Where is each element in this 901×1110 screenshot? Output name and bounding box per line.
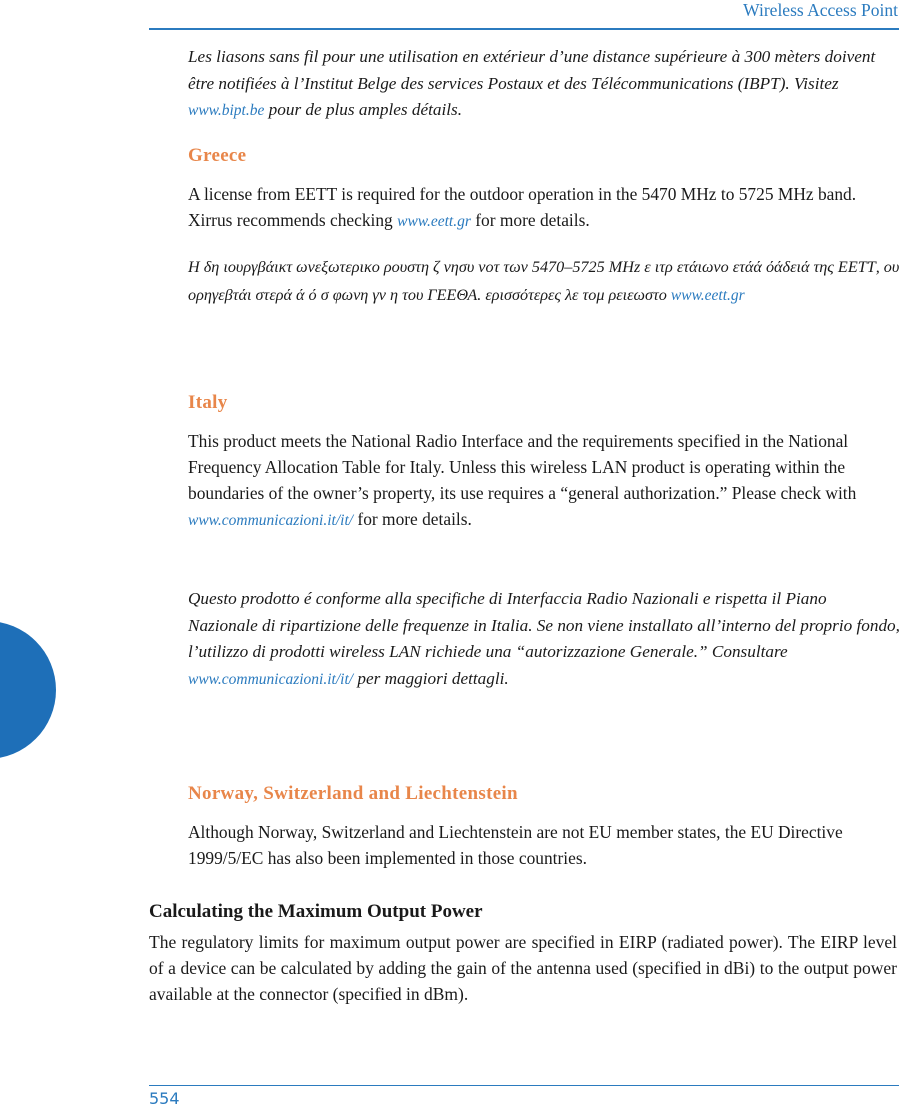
greece-greek-text: Η δη ιουργβάικτ ωνεξωτερικο ρουστη ζ νησυ νοτ των 5470–5725 MHz ε ιτρ ετάιωνο ετάά όάδειά της ΕΕΤΤ, ου ορηγεβτάι στερά ά ό σ φωνη γν η του ΓΕΕΘΑ. ερισσότερες λε τομ ρειεωστο <box>188 258 900 304</box>
italy-english-text-1: This product meets the National Radio Interface and the requirements specified in the National Frequency Allocation Table for Italy. Unless this wireless LAN product is operating within the boundaries of the owner’s property, its use requires a “general authorization.” Please check with <box>188 431 857 503</box>
eett-link-greek[interactable]: www.eett.gr <box>670 287 745 304</box>
italy-italian-text-2: per maggiori dettagli. <box>353 668 509 688</box>
italy-heading: Italy <box>188 392 228 413</box>
header-rule <box>149 28 899 30</box>
greece-english-paragraph <box>188 181 900 235</box>
page-number: 554 <box>149 1089 180 1108</box>
communicazioni-link[interactable]: www.communicazioni.it/it/ <box>188 512 354 529</box>
belgium-french-text-1: Les liasons sans fil pour une utilisation en extérieur d’une distance supérieure à 300 mèters doivent être notifiées à l’Institut Belge des services Postaux et des Télécommunications (IBPT). Visitez <box>188 47 876 93</box>
italy-english-paragraph <box>188 428 900 534</box>
bipt-link[interactable]: www.bipt.be <box>188 102 265 119</box>
communicazioni-link-italian[interactable]: www.communicazioni.it/it/ <box>188 670 354 688</box>
greece-english-text-2: for more details. <box>470 210 590 230</box>
belgium-french-text-2: pour de plus amples détails. <box>264 100 463 119</box>
greece-heading: Greece <box>188 145 247 166</box>
italy-italian-paragraph <box>188 586 900 693</box>
chapter-thumb-tab <box>0 621 56 759</box>
running-header-title: Wireless Access Point <box>743 0 898 20</box>
greece-english-text-1: A license from EETT is required for the outdoor operation in the 5470 MHz to 5725 MHz band. Xirrus recommends checking <box>188 184 857 230</box>
italy-english-text-2: for more details. <box>353 509 472 529</box>
footer-rule <box>149 1085 899 1086</box>
norway-heading: Norway, Switzerland and Liechtenstein <box>188 783 518 804</box>
greece-greek-paragraph <box>188 253 900 310</box>
italy-italian-text-1: Questo prodotto é conforme alla specifiche di Interfaccia Radio Nazionali e rispetta il Piano Nazionale di ripartizione delle frequenze in Italia. Se non viene installato all’interno del proprio fondo, l’utilizzo di prodotti wireless LAN richiede una “autorizzazione Generale.” Consultare <box>188 589 900 661</box>
max-output-power-heading: Calculating the Maximum Output Power <box>149 901 483 922</box>
norway-paragraph: Although Norway, Switzerland and Liechtenstein are not EU member states, the EU Directive 1999/5/EC has also been implemented in those countries. <box>188 822 843 868</box>
max-output-power-paragraph: The regulatory limits for maximum output power are specified in EIRP (radiated power). The EIRP level of a device can be calculated by adding the gain of the antenna used (specified in dBi) to the output power available at the connector (specified in dBm). <box>149 932 897 1004</box>
belgium-french-paragraph <box>188 44 900 125</box>
eett-link[interactable]: www.eett.gr <box>397 213 471 230</box>
